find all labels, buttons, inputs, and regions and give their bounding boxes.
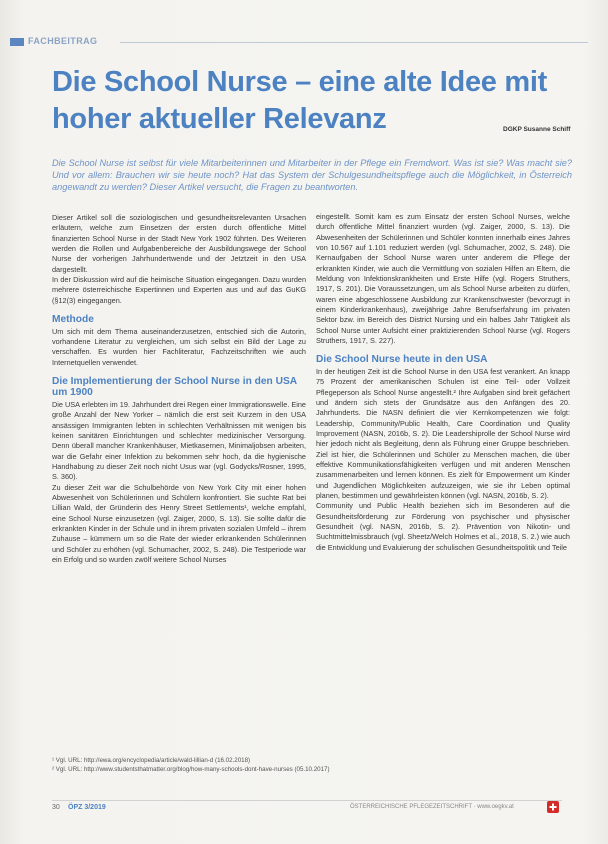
footnote: ² Vgl. URL: http://www.studentsthatmatter.org/blog/how-many-schools-dont-have-nurses (05.10.2017) bbox=[52, 766, 330, 773]
header-rule bbox=[120, 42, 588, 43]
footer-rule bbox=[52, 800, 562, 801]
footnote: ¹ Vgl. URL: http://ewa.org/encyclopedia/article/wald-lillian-d (16.02.2018) bbox=[52, 757, 251, 764]
article-lead: Die School Nurse ist selbst für viele Mitarbeiterinnen und Mitarbeiter in der Pflege ein Fremdwort. Was ist sie? Was macht sie? Und vor allem: Brauchen wir sie heute noch? Hat das System der Schulgesundheitspflege auch die Möglichkeit, in Österreich angewandt zu werden? Dieser Artikel versucht, die Fragen zu beantworten. bbox=[52, 158, 572, 193]
left-column bbox=[52, 213, 306, 565]
heading-school-nurse-heute: Die School Nurse heute in den USA bbox=[316, 354, 488, 366]
paragraph: Die USA erlebten im 19. Jahrhundert drei Regen einer Immigrationswelle. Eine große Anzahl der New Yorker – nämlich die erst seit Kurzem in den USA ansässigen Immigranten lebten in schlechten Verhältnissen mit wenigen bis keinen sanitären Einrichtungen und schlechter medizinischer Versorgung. Denn überall mancher Krankenhäuser, Mietkasernen, Minimaljobsen arbeiten, war die Gefahr einer Infektion zu bekommen sehr hoch, da die hygienische Handhabung zu dieser Zeit noch nicht Usus war (vgl. Godycks/Rosner, 1995, S. 360). bbox=[52, 399, 306, 482]
heading-methode: Methode bbox=[52, 314, 94, 326]
paragraph: Um sich mit dem Thema auseinanderzusetzen, entschied sich die Autorin, vorhandene Literatur zu vergleichen, um sich selbst ein Bild der Lage zu verschaffen. Es wurden hier Fachliteratur, Fachzeitschriften wie auch Internetquellen verwendet. bbox=[52, 326, 306, 367]
publisher-line: ÖSTERREICHISCHE PFLEGEZEITSCHRIFT · www.oegkv.at bbox=[350, 804, 514, 810]
author-name: DGKP Susanne Schiff bbox=[503, 126, 571, 133]
section-marker bbox=[10, 38, 24, 46]
section-label: FACHBEITRAG bbox=[28, 36, 98, 46]
paragraph: Dieser Artikel soll die soziologischen und gesundheitsrelevanten Ursachen erläutern, welche zum Einsetzen der ersten durch öffentliche Mittel finanzierten School Nurse in der Stadt New York 1902 führten. Des Weiteren werden die Rollen und Aufgabenbereiche der Ausbildungswege der School Nurse der vorherigen Jahrhundertwende und der Jetztzeit in den USA dargestellt. bbox=[52, 213, 306, 274]
article-title-line-2: hoher aktueller Relevanz bbox=[52, 103, 387, 135]
paragraph: Zu dieser Zeit war die Schulbehörde von New York City mit einer hohen Abwesenheit von Schülerinnen und Schülern konfrontiert. Sie suchte Rat bei Lillian Wald, der Gründerin des Henry Street Settlements¹, welche empfahl, eine School Nurse einzusetzen (vgl. Zaiger, 2000, S. 13). Sie sollte dafür die erkrankten Kinder in der Schule und in ihrem privaten sozialen Umfeld – ihrem Zuhause – kümmern um so die Rate der wieder erkrankenden Schülerinnen und Schüler zu erhöhen (vgl. Schumacher, 2002, S. 248). Die Testperiode war ein Erfolg und so wurden zwölf weitere School Nurses bbox=[52, 482, 306, 565]
footnotes bbox=[52, 756, 572, 774]
right-column bbox=[316, 212, 570, 553]
paragraph: In der Diskussion wird auf die heimische Situation eingegangen. Dazu wurden mehrere österreichische Expertinnen und Experten aus und auf das GuKG (§12(3) eingegangen. bbox=[52, 275, 306, 305]
magazine-issue: ÖPZ 3/2019 bbox=[68, 804, 106, 811]
article-title bbox=[52, 64, 572, 138]
heading-implementierung: Die Implementierung der School Nurse in den USA um 1900 bbox=[52, 375, 297, 399]
paragraph: In der heutigen Zeit ist die School Nurse in den USA fest verankert. An knapp 75 Prozent der amerikanischen Schulen ist eine Teil- oder Vollzeit Pflegeperson als School Nurse angestellt.² Ihre Aufgaben sind breit gefächert und ändern sich stets der Grundsätze aus den Anfängen des 20. Jahrhunderts. Die NASN definiert die vier Kernkompetenzen wie folgt: Leadership, Community/Public Health, Care Coordination und Quality Improvement (NASN, 2016b, S. 2). Die Leadershiprolle der School Nurse wird hier jedoch nicht als Begleitung, denn als Führung einer Gruppe beschrieben. Ziel ist hier, die Schülerinnen und Schüler zu Menschen machen, die über effektive Kommunikationsfähigkeiten verfügen und mit anderen Menschen zusammenarbeiten und lernen können. Es zielt für Empowerment um Kinder und Jugendlichen Möglichkeiten aufzuzeigen, wie sie ihr Leben optimal planen, bestimmen und gewährleisten können (vgl. NASN, 2016b, S. 2). bbox=[316, 366, 570, 501]
paragraph: Community und Public Health beziehen sich im Besonderen auf die Gesundheitsförderung zur Förderung von psychischer und physischer Gesundheit (vgl. NASN, 2016b, S. 2). Prävention von Nikotin- und Suchtmittelmissbrauch (vgl. Sheetz/Welch Holmes et al., 2018, S. 2.) wie auch die Entwicklung und Evaluierung der schulischen Gesundheitspolitik und Teile bbox=[316, 501, 570, 552]
page-number: 30 bbox=[52, 804, 60, 811]
article-title-line-1: Die School Nurse – eine alte Idee mit bbox=[52, 66, 547, 98]
paragraph: eingestellt. Somit kam es zum Einsatz der ersten School Nurses, welche durch öffentliche Mittel finanziert wurden (vgl. Zaiger, 2000, S. 13). Die Abwesenheiten der Schülerinnen und Schüler konnten innerhalb eines Jahres von 10.567 auf 1.101 reduziert werden (vgl. Schumacher, 2002, S. 248). Die Kernaufgaben der School Nurse waren unter anderem die Pflege der erkrankten Kinder, wie auch die Vermittlung von sozialen Hilfen an Eltern, die Meldung von Infektionskrankheiten und Erste Hilfe (vgl. Rogers Struthers, 1917, S. 201). Die Voraussetzungen, um als School Nurse arbeiten zu dürfen, waren eine abgeschlossene Ausbildung zur Krankenschwester (bevorzugt in einem Kinderkrankenhaus), zweijährige Jahre Berufserfahrung im privaten Sektor bzw. im Bereich des District Nursing und ein halbes Jahr Tätigkeit als School Nurse unter Aufsicht einer praktizierenden School Nurse (vgl. Rogers Struthers, 1917, S. 227). bbox=[316, 212, 570, 346]
red-cross-logo-icon bbox=[547, 801, 559, 813]
